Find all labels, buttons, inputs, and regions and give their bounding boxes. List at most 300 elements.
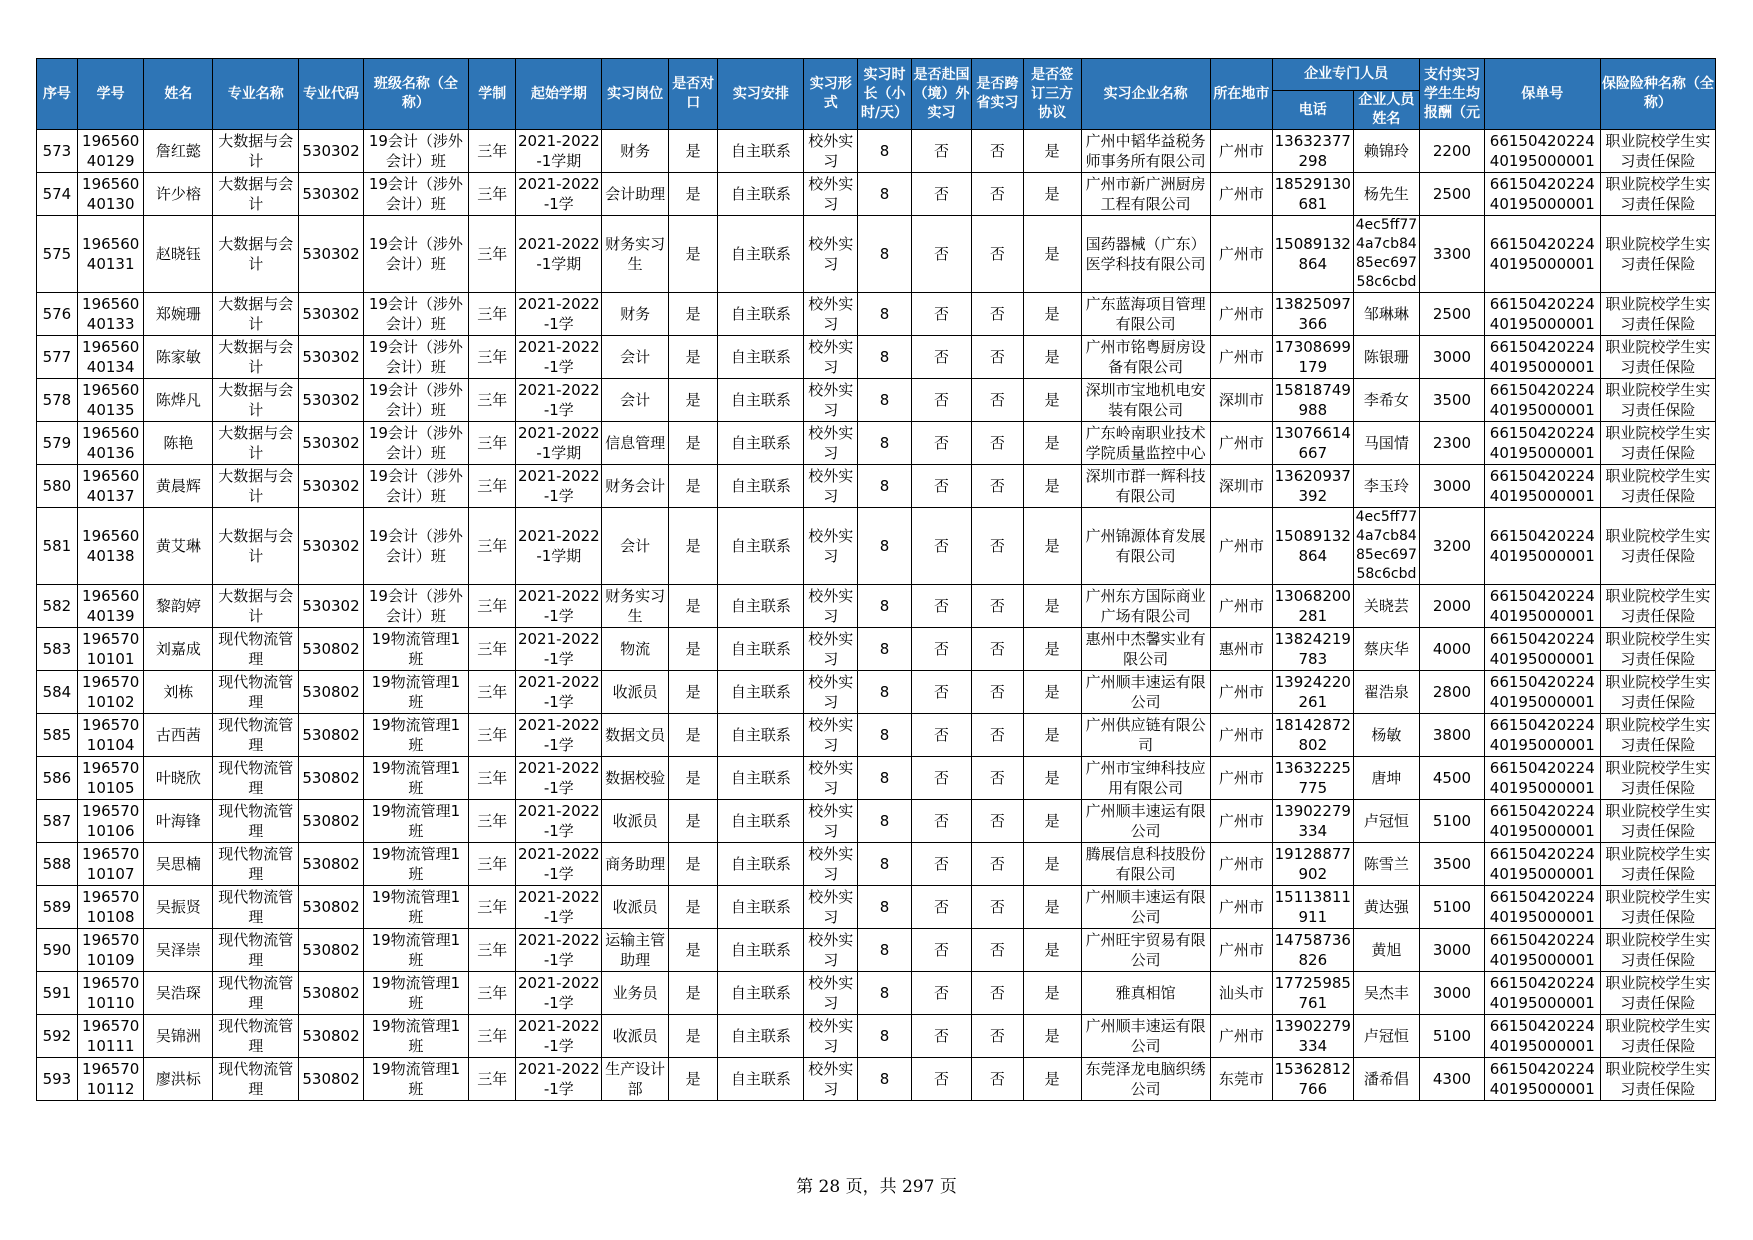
cell-sid: 19657010105: [77, 757, 144, 800]
cell-sid: 19657010110: [77, 972, 144, 1015]
cell-post: 数据文员: [602, 714, 669, 757]
cell-klass: 19物流管理1班: [363, 714, 468, 757]
cell-form: 校外实习: [804, 886, 858, 929]
cell-form: 校外实习: [804, 422, 858, 465]
cell-contact: 李玉玲: [1353, 465, 1420, 508]
cell-match: 是: [668, 130, 717, 173]
cell-phone: 15089132864: [1273, 216, 1354, 293]
cell-agree: 是: [1023, 422, 1081, 465]
cell-contact: 吴杰丰: [1353, 972, 1420, 1015]
cell-arrange: 自主联系: [718, 1058, 804, 1101]
cell-seq: 593: [37, 1058, 78, 1101]
cell-phone: 14758736826: [1273, 929, 1354, 972]
cell-code: 530802: [299, 886, 363, 929]
cell-phone: 13632377298: [1273, 130, 1354, 173]
cell-form: 校外实习: [804, 843, 858, 886]
cell-seq: 589: [37, 886, 78, 929]
cell-contact: 陈银珊: [1353, 336, 1420, 379]
column-header-system: 学制: [469, 59, 516, 130]
cell-system: 三年: [469, 379, 516, 422]
cell-phone: 13902279334: [1273, 800, 1354, 843]
cell-match: 是: [668, 293, 717, 336]
cell-company: 腾展信息科技股份有限公司: [1081, 843, 1210, 886]
cell-insurance: 职业院校学生实习责任保险: [1600, 671, 1715, 714]
cell-arrange: 自主联系: [718, 508, 804, 585]
cell-sid: 19657010106: [77, 800, 144, 843]
table-row: [37, 422, 1716, 465]
cell-match: 是: [668, 465, 717, 508]
cell-agree: 是: [1023, 379, 1081, 422]
cell-major: 现代物流管理: [213, 1015, 299, 1058]
table-row: [37, 628, 1716, 671]
cell-policy: 6615042022440195000001: [1484, 757, 1600, 800]
cell-phone: 15089132864: [1273, 508, 1354, 585]
cell-abroad: 否: [911, 585, 971, 628]
cell-term: 2021-2022-1学: [516, 757, 602, 800]
cell-pay: 3000: [1420, 336, 1484, 379]
cell-major: 现代物流管理: [213, 886, 299, 929]
cell-term: 2021-2022-1学: [516, 714, 602, 757]
cell-cross: 否: [972, 336, 1024, 379]
cell-policy: 6615042022440195000001: [1484, 1015, 1600, 1058]
cell-form: 校外实习: [804, 173, 858, 216]
cell-policy: 6615042022440195000001: [1484, 843, 1600, 886]
cell-name: 黄晨辉: [144, 465, 213, 508]
cell-major: 大数据与会计: [213, 173, 299, 216]
cell-name: 郑婉珊: [144, 293, 213, 336]
cell-pay: 5100: [1420, 1015, 1484, 1058]
cell-arrange: 自主联系: [718, 628, 804, 671]
cell-term: 2021-2022-1学: [516, 1058, 602, 1101]
cell-system: 三年: [469, 293, 516, 336]
cell-insurance: 职业院校学生实习责任保险: [1600, 508, 1715, 585]
cell-klass: 19物流管理1班: [363, 628, 468, 671]
table-row: [37, 972, 1716, 1015]
cell-company: 广州顺丰速运有限公司: [1081, 886, 1210, 929]
cell-company: 广东蓝海项目管理有限公司: [1081, 293, 1210, 336]
cell-major: 现代物流管理: [213, 628, 299, 671]
cell-abroad: 否: [911, 379, 971, 422]
cell-agree: 是: [1023, 843, 1081, 886]
column-header-klass: 班级名称（全称）: [363, 59, 468, 130]
cell-cross: 否: [972, 714, 1024, 757]
cell-abroad: 否: [911, 714, 971, 757]
cell-cross: 否: [972, 508, 1024, 585]
cell-seq: 581: [37, 508, 78, 585]
cell-abroad: 否: [911, 465, 971, 508]
table-row: [37, 886, 1716, 929]
cell-pay: 4500: [1420, 757, 1484, 800]
cell-abroad: 否: [911, 130, 971, 173]
cell-code: 530802: [299, 628, 363, 671]
cell-seq: 573: [37, 130, 78, 173]
cell-insurance: 职业院校学生实习责任保险: [1600, 585, 1715, 628]
cell-major: 现代物流管理: [213, 843, 299, 886]
cell-city: 广州市: [1210, 800, 1272, 843]
cell-match: 是: [668, 843, 717, 886]
cell-form: 校外实习: [804, 671, 858, 714]
column-header-agree: 是否签订三方协议: [1023, 59, 1081, 130]
cell-hours: 8: [858, 671, 912, 714]
cell-name: 黎韵婷: [144, 585, 213, 628]
cell-match: 是: [668, 757, 717, 800]
cell-match: 是: [668, 714, 717, 757]
cell-pay: 3200: [1420, 508, 1484, 585]
cell-agree: 是: [1023, 173, 1081, 216]
cell-code: 530302: [299, 508, 363, 585]
cell-cross: 否: [972, 886, 1024, 929]
cell-hours: 8: [858, 929, 912, 972]
cell-hours: 8: [858, 628, 912, 671]
cell-term: 2021-2022-1学: [516, 585, 602, 628]
cell-phone: 13825097366: [1273, 293, 1354, 336]
cell-insurance: 职业院校学生实习责任保险: [1600, 422, 1715, 465]
cell-policy: 6615042022440195000001: [1484, 216, 1600, 293]
cell-hours: 8: [858, 508, 912, 585]
cell-pay: 3500: [1420, 379, 1484, 422]
cell-term: 2021-2022-1学期: [516, 422, 602, 465]
cell-company: 广州供应链有限公司: [1081, 714, 1210, 757]
cell-insurance: 职业院校学生实习责任保险: [1600, 465, 1715, 508]
cell-hours: 8: [858, 293, 912, 336]
cell-insurance: 职业院校学生实习责任保险: [1600, 1058, 1715, 1101]
cell-pay: 2300: [1420, 422, 1484, 465]
cell-policy: 6615042022440195000001: [1484, 508, 1600, 585]
column-header-policy: 保单号: [1484, 59, 1600, 130]
column-header-form: 实习形式: [804, 59, 858, 130]
cell-phone: 13620937392: [1273, 465, 1354, 508]
cell-term: 2021-2022-1学: [516, 929, 602, 972]
cell-post: 财务: [602, 130, 669, 173]
cell-sid: 19657010101: [77, 628, 144, 671]
cell-policy: 6615042022440195000001: [1484, 336, 1600, 379]
cell-phone: 13924220261: [1273, 671, 1354, 714]
cell-match: 是: [668, 929, 717, 972]
cell-system: 三年: [469, 886, 516, 929]
cell-term: 2021-2022-1学: [516, 336, 602, 379]
cell-sid: 19656040138: [77, 508, 144, 585]
cell-arrange: 自主联系: [718, 714, 804, 757]
cell-code: 530802: [299, 1058, 363, 1101]
cell-code: 530302: [299, 130, 363, 173]
cell-form: 校外实习: [804, 508, 858, 585]
cell-contact: 4ec5ff774a7cb8485ec69758c6cbd: [1353, 216, 1420, 293]
cell-company: 广州旺宇贸易有限公司: [1081, 929, 1210, 972]
cell-cross: 否: [972, 216, 1024, 293]
cell-arrange: 自主联系: [718, 293, 804, 336]
cell-company: 广州锦源体育发展有限公司: [1081, 508, 1210, 585]
cell-seq: 586: [37, 757, 78, 800]
cell-sid: 19656040136: [77, 422, 144, 465]
cell-term: 2021-2022-1学: [516, 379, 602, 422]
cell-city: 广州市: [1210, 173, 1272, 216]
column-header-match: 是否对口: [668, 59, 717, 130]
cell-arrange: 自主联系: [718, 886, 804, 929]
cell-post: 财务: [602, 293, 669, 336]
cell-insurance: 职业院校学生实习责任保险: [1600, 714, 1715, 757]
cell-form: 校外实习: [804, 130, 858, 173]
cell-pay: 2200: [1420, 130, 1484, 173]
column-header-pay: 支付实习学生生均报酬（元: [1420, 59, 1484, 130]
cell-post: 财务会计: [602, 465, 669, 508]
cell-agree: 是: [1023, 800, 1081, 843]
cell-policy: 6615042022440195000001: [1484, 465, 1600, 508]
cell-form: 校外实习: [804, 929, 858, 972]
cell-system: 三年: [469, 757, 516, 800]
cell-major: 大数据与会计: [213, 465, 299, 508]
cell-company: 广州顺丰速运有限公司: [1081, 800, 1210, 843]
cell-major: 现代物流管理: [213, 929, 299, 972]
cell-seq: 576: [37, 293, 78, 336]
table-row: [37, 130, 1716, 173]
cell-pay: 3000: [1420, 929, 1484, 972]
cell-insurance: 职业院校学生实习责任保险: [1600, 757, 1715, 800]
cell-insurance: 职业院校学生实习责任保险: [1600, 293, 1715, 336]
cell-agree: 是: [1023, 628, 1081, 671]
cell-seq: 590: [37, 929, 78, 972]
cell-agree: 是: [1023, 293, 1081, 336]
cell-cross: 否: [972, 293, 1024, 336]
cell-term: 2021-2022-1学: [516, 173, 602, 216]
cell-pay: 2800: [1420, 671, 1484, 714]
cell-contact: 翟浩泉: [1353, 671, 1420, 714]
cell-city: 广州市: [1210, 422, 1272, 465]
cell-match: 是: [668, 1058, 717, 1101]
cell-major: 大数据与会计: [213, 585, 299, 628]
column-header-insurance: 保险险种名称（全称）: [1600, 59, 1715, 130]
cell-policy: 6615042022440195000001: [1484, 585, 1600, 628]
cell-arrange: 自主联系: [718, 336, 804, 379]
cell-city: 广州市: [1210, 757, 1272, 800]
table-row: [37, 800, 1716, 843]
internship-table: [36, 58, 1716, 1101]
cell-seq: 591: [37, 972, 78, 1015]
cell-policy: 6615042022440195000001: [1484, 671, 1600, 714]
cell-abroad: 否: [911, 508, 971, 585]
cell-hours: 8: [858, 757, 912, 800]
cell-match: 是: [668, 216, 717, 293]
cell-major: 现代物流管理: [213, 671, 299, 714]
cell-abroad: 否: [911, 1058, 971, 1101]
cell-agree: 是: [1023, 929, 1081, 972]
cell-sid: 19657010109: [77, 929, 144, 972]
column-header-term: 起始学期: [516, 59, 602, 130]
cell-seq: 585: [37, 714, 78, 757]
cell-system: 三年: [469, 130, 516, 173]
cell-major: 大数据与会计: [213, 379, 299, 422]
cell-abroad: 否: [911, 929, 971, 972]
cell-seq: 580: [37, 465, 78, 508]
cell-arrange: 自主联系: [718, 843, 804, 886]
cell-name: 吴泽崇: [144, 929, 213, 972]
cell-major: 大数据与会计: [213, 216, 299, 293]
cell-pay: 2500: [1420, 173, 1484, 216]
cell-match: 是: [668, 886, 717, 929]
cell-hours: 8: [858, 422, 912, 465]
cell-code: 530802: [299, 714, 363, 757]
cell-phone: 13824219783: [1273, 628, 1354, 671]
table-row: [37, 671, 1716, 714]
table-row: [37, 379, 1716, 422]
cell-cross: 否: [972, 130, 1024, 173]
cell-contact: 卢冠恒: [1353, 800, 1420, 843]
cell-form: 校外实习: [804, 585, 858, 628]
cell-abroad: 否: [911, 757, 971, 800]
cell-arrange: 自主联系: [718, 757, 804, 800]
cell-klass: 19物流管理1班: [363, 800, 468, 843]
table-row: [37, 216, 1716, 293]
cell-hours: 8: [858, 714, 912, 757]
cell-pay: 3500: [1420, 843, 1484, 886]
column-header-abroad: 是否赴国（境）外实习: [911, 59, 971, 130]
cell-arrange: 自主联系: [718, 929, 804, 972]
cell-phone: 17308699179: [1273, 336, 1354, 379]
cell-klass: 19会计（涉外会计）班: [363, 293, 468, 336]
cell-name: 叶晓欣: [144, 757, 213, 800]
cell-system: 三年: [469, 585, 516, 628]
cell-major: 大数据与会计: [213, 336, 299, 379]
cell-city: 广州市: [1210, 508, 1272, 585]
cell-insurance: 职业院校学生实习责任保险: [1600, 216, 1715, 293]
cell-sid: 19657010107: [77, 843, 144, 886]
cell-cross: 否: [972, 972, 1024, 1015]
cell-hours: 8: [858, 843, 912, 886]
cell-contact: 唐坤: [1353, 757, 1420, 800]
cell-policy: 6615042022440195000001: [1484, 929, 1600, 972]
cell-pay: 3300: [1420, 216, 1484, 293]
cell-name: 廖洪标: [144, 1058, 213, 1101]
cell-form: 校外实习: [804, 714, 858, 757]
cell-code: 530302: [299, 173, 363, 216]
cell-cross: 否: [972, 1058, 1024, 1101]
cell-name: 吴振贤: [144, 886, 213, 929]
cell-klass: 19物流管理1班: [363, 886, 468, 929]
cell-policy: 6615042022440195000001: [1484, 1058, 1600, 1101]
cell-form: 校外实习: [804, 972, 858, 1015]
cell-abroad: 否: [911, 972, 971, 1015]
cell-code: 530302: [299, 336, 363, 379]
cell-policy: 6615042022440195000001: [1484, 422, 1600, 465]
cell-seq: 575: [37, 216, 78, 293]
cell-hours: 8: [858, 886, 912, 929]
column-header-arrange: 实习安排: [718, 59, 804, 130]
cell-phone: 15362812766: [1273, 1058, 1354, 1101]
cell-match: 是: [668, 173, 717, 216]
cell-form: 校外实习: [804, 379, 858, 422]
cell-match: 是: [668, 585, 717, 628]
cell-system: 三年: [469, 216, 516, 293]
cell-pay: 5100: [1420, 800, 1484, 843]
cell-seq: 584: [37, 671, 78, 714]
cell-contact: 潘希倡: [1353, 1058, 1420, 1101]
column-header-company: 实习企业名称: [1081, 59, 1210, 130]
cell-post: 商务助理: [602, 843, 669, 886]
cell-system: 三年: [469, 173, 516, 216]
cell-policy: 6615042022440195000001: [1484, 972, 1600, 1015]
cell-agree: 是: [1023, 216, 1081, 293]
cell-phone: 18529130681: [1273, 173, 1354, 216]
cell-agree: 是: [1023, 1058, 1081, 1101]
cell-company: 广州顺丰速运有限公司: [1081, 671, 1210, 714]
cell-insurance: 职业院校学生实习责任保险: [1600, 843, 1715, 886]
cell-code: 530302: [299, 293, 363, 336]
page-number: 第 28 页，共 297 页: [796, 1177, 957, 1197]
cell-major: 大数据与会计: [213, 130, 299, 173]
cell-sid: 19657010108: [77, 886, 144, 929]
cell-klass: 19会计（涉外会计）班: [363, 130, 468, 173]
cell-name: 刘嘉成: [144, 628, 213, 671]
cell-cross: 否: [972, 757, 1024, 800]
cell-sid: 19656040133: [77, 293, 144, 336]
cell-cross: 否: [972, 628, 1024, 671]
column-header-city: 所在地市: [1210, 59, 1272, 130]
cell-sid: 19656040137: [77, 465, 144, 508]
cell-city: 广州市: [1210, 1015, 1272, 1058]
column-header-cross: 是否跨省实习: [972, 59, 1024, 130]
cell-pay: 3800: [1420, 714, 1484, 757]
cell-hours: 8: [858, 465, 912, 508]
cell-major: 现代物流管理: [213, 1058, 299, 1101]
cell-major: 现代物流管理: [213, 714, 299, 757]
cell-major: 现代物流管理: [213, 972, 299, 1015]
cell-match: 是: [668, 1015, 717, 1058]
cell-company: 深圳市群一辉科技有限公司: [1081, 465, 1210, 508]
cell-company: 广东岭南职业技术学院质量监控中心: [1081, 422, 1210, 465]
column-header-sid: 学号: [77, 59, 144, 130]
cell-hours: 8: [858, 130, 912, 173]
cell-phone: 18142872802: [1273, 714, 1354, 757]
cell-term: 2021-2022-1学期: [516, 216, 602, 293]
cell-sid: 19656040129: [77, 130, 144, 173]
column-header-post: 实习岗位: [602, 59, 669, 130]
cell-pay: 3000: [1420, 465, 1484, 508]
cell-contact: 4ec5ff774a7cb8485ec69758c6cbd: [1353, 508, 1420, 585]
cell-sid: 19656040135: [77, 379, 144, 422]
cell-company: 广州顺丰速运有限公司: [1081, 1015, 1210, 1058]
cell-arrange: 自主联系: [718, 216, 804, 293]
cell-code: 530302: [299, 465, 363, 508]
cell-seq: 587: [37, 800, 78, 843]
cell-company: 广州市新广洲厨房工程有限公司: [1081, 173, 1210, 216]
table-header: [37, 59, 1716, 130]
cell-term: 2021-2022-1学期: [516, 130, 602, 173]
cell-city: 广州市: [1210, 293, 1272, 336]
cell-insurance: 职业院校学生实习责任保险: [1600, 379, 1715, 422]
cell-insurance: 职业院校学生实习责任保险: [1600, 800, 1715, 843]
cell-klass: 19会计（涉外会计）班: [363, 173, 468, 216]
cell-code: 530302: [299, 216, 363, 293]
cell-major: 大数据与会计: [213, 293, 299, 336]
cell-post: 信息管理: [602, 422, 669, 465]
cell-code: 530802: [299, 843, 363, 886]
cell-insurance: 职业院校学生实习责任保险: [1600, 886, 1715, 929]
table-row: [37, 336, 1716, 379]
cell-form: 校外实习: [804, 628, 858, 671]
cell-arrange: 自主联系: [718, 465, 804, 508]
cell-pay: 2000: [1420, 585, 1484, 628]
cell-match: 是: [668, 671, 717, 714]
cell-agree: 是: [1023, 714, 1081, 757]
cell-arrange: 自主联系: [718, 671, 804, 714]
cell-contact: 赖锦玲: [1353, 130, 1420, 173]
cell-cross: 否: [972, 422, 1024, 465]
cell-post: 生产设计部: [602, 1058, 669, 1101]
cell-name: 吴浩琛: [144, 972, 213, 1015]
cell-company: 东莞泽龙电脑织绣公司: [1081, 1058, 1210, 1101]
cell-city: 深圳市: [1210, 465, 1272, 508]
cell-match: 是: [668, 800, 717, 843]
cell-cross: 否: [972, 843, 1024, 886]
